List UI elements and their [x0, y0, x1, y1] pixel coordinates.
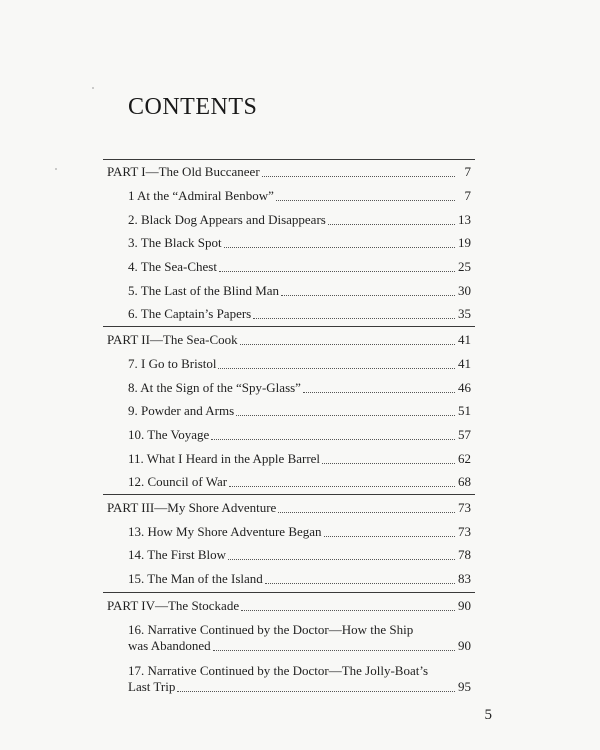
leader-dots	[213, 649, 455, 651]
toc-chapter-label: 2. Black Dog Appears and Disappears	[128, 212, 326, 227]
toc-page-number: 35	[458, 306, 471, 321]
toc-chapter-label: 16. Narrative Continued by the Doctor—How the Ship	[128, 622, 414, 637]
leader-dots	[219, 270, 455, 272]
toc-chapter-label: 3. The Black Spot	[128, 235, 222, 250]
toc-chapter-label: 6. The Captain’s Papers	[128, 306, 252, 321]
toc-part-entry[interactable]	[107, 598, 471, 614]
page-title: CONTENTS	[128, 94, 258, 120]
leader-dots	[240, 343, 455, 345]
toc-part-entry[interactable]	[107, 500, 471, 516]
toc-page-number: 62	[458, 451, 471, 466]
toc-chapter-entry[interactable]	[128, 356, 471, 372]
toc-chapter-last-row	[128, 638, 471, 654]
leader-dots	[211, 438, 455, 440]
leader-dots	[324, 535, 455, 537]
toc-chapter-entry[interactable]	[128, 212, 471, 228]
toc-chapter-entry[interactable]	[128, 403, 471, 419]
toc-chapter-entry[interactable]	[128, 259, 471, 275]
leader-dots	[265, 582, 455, 584]
toc-page-number: 95	[458, 679, 471, 694]
toc-part-label: PART III—My Shore Adventure	[107, 500, 277, 515]
leader-dots	[236, 414, 455, 416]
toc-page-number: 13	[458, 212, 471, 227]
toc-chapter-label: 12. Council of War	[128, 474, 228, 489]
toc-page-number: 25	[458, 259, 471, 274]
paper-speck	[55, 168, 57, 170]
toc-chapter-label-continued: Last Trip	[128, 679, 176, 694]
toc-part-label: PART I—The Old Buccaneer	[107, 164, 260, 179]
toc-chapter-entry[interactable]	[128, 283, 471, 299]
leader-dots	[177, 690, 455, 692]
leader-dots	[278, 511, 455, 513]
toc-part-entry[interactable]	[107, 164, 471, 180]
section-divider	[103, 159, 475, 160]
leader-dots	[276, 199, 455, 201]
toc-page-number: 90	[458, 598, 471, 613]
leader-dots	[303, 391, 455, 393]
toc-chapter-entry[interactable]	[128, 663, 471, 695]
toc-chapter-entry[interactable]	[128, 451, 471, 467]
toc-chapter-entry[interactable]	[128, 188, 471, 204]
toc-chapter-label: 17. Narrative Continued by the Doctor—The Jolly-Boat’s	[128, 663, 429, 678]
toc-chapter-entry[interactable]	[128, 547, 471, 563]
section-divider	[103, 494, 475, 495]
toc-page-number: 90	[458, 638, 471, 653]
toc-page-number: 83	[458, 571, 471, 586]
leader-dots	[218, 367, 455, 369]
leader-dots	[228, 558, 455, 560]
toc-chapter-label: 1 At the “Admiral Benbow”	[128, 188, 274, 203]
toc-part-label: PART II—The Sea-Cook	[107, 332, 238, 347]
toc-page-number: 41	[458, 356, 471, 371]
leader-dots	[241, 609, 455, 611]
toc-chapter-label: 9. Powder and Arms	[128, 403, 235, 418]
leader-dots	[224, 246, 455, 248]
toc-chapter-label: 7. I Go to Bristol	[128, 356, 217, 371]
leader-dots	[262, 175, 455, 177]
toc-chapter-entry[interactable]	[128, 524, 471, 540]
toc-chapter-entry[interactable]	[128, 380, 471, 396]
toc-chapter-label: 14. The First Blow	[128, 547, 226, 562]
toc-chapter-entry[interactable]	[128, 474, 471, 490]
section-divider	[103, 326, 475, 327]
leader-dots	[229, 485, 455, 487]
toc-chapter-entry[interactable]	[128, 235, 471, 251]
toc-chapter-label: 8. At the Sign of the “Spy-Glass”	[128, 380, 301, 395]
toc-chapter-entry[interactable]	[128, 306, 471, 322]
leader-dots	[328, 223, 455, 225]
leader-dots	[322, 462, 455, 464]
toc-page-number: 51	[458, 403, 471, 418]
toc-chapter-label-continued: was Abandoned	[128, 638, 211, 653]
toc-chapter-label: 13. How My Shore Adventure Began	[128, 524, 322, 539]
toc-page-number: 78	[458, 547, 471, 562]
toc-chapter-label: 10. The Voyage	[128, 427, 210, 442]
toc-page-number: 73	[458, 524, 471, 539]
toc-chapter-last-row	[128, 679, 471, 695]
toc-page-number: 7	[464, 164, 471, 179]
paper-speck	[92, 87, 94, 89]
toc-page-number: 73	[458, 500, 471, 515]
toc-part-entry[interactable]	[107, 332, 471, 348]
toc-chapter-entry[interactable]	[128, 622, 471, 654]
toc-page-number: 57	[458, 427, 471, 442]
toc-chapter-entry[interactable]	[128, 427, 471, 443]
toc-chapter-label: 4. The Sea-Chest	[128, 259, 217, 274]
toc-chapter-label: 5. The Last of the Blind Man	[128, 283, 280, 298]
toc-page-number: 19	[458, 235, 471, 250]
toc-chapter-label: 15. The Man of the Island	[128, 571, 263, 586]
toc-page-number: 41	[458, 332, 471, 347]
toc-page-number: 46	[458, 380, 471, 395]
toc-page-number: 30	[458, 283, 471, 298]
toc-part-label: PART IV—The Stockade	[107, 598, 240, 613]
leader-dots	[281, 294, 455, 296]
toc-page-number: 68	[458, 474, 471, 489]
toc-chapter-entry[interactable]	[128, 571, 471, 587]
leader-dots	[253, 317, 455, 319]
section-divider	[103, 592, 475, 593]
toc-chapter-label: 11. What I Heard in the Apple Barrel	[128, 451, 321, 466]
page-number-folio: 5	[484, 707, 492, 723]
toc-page-number: 7	[464, 188, 471, 203]
